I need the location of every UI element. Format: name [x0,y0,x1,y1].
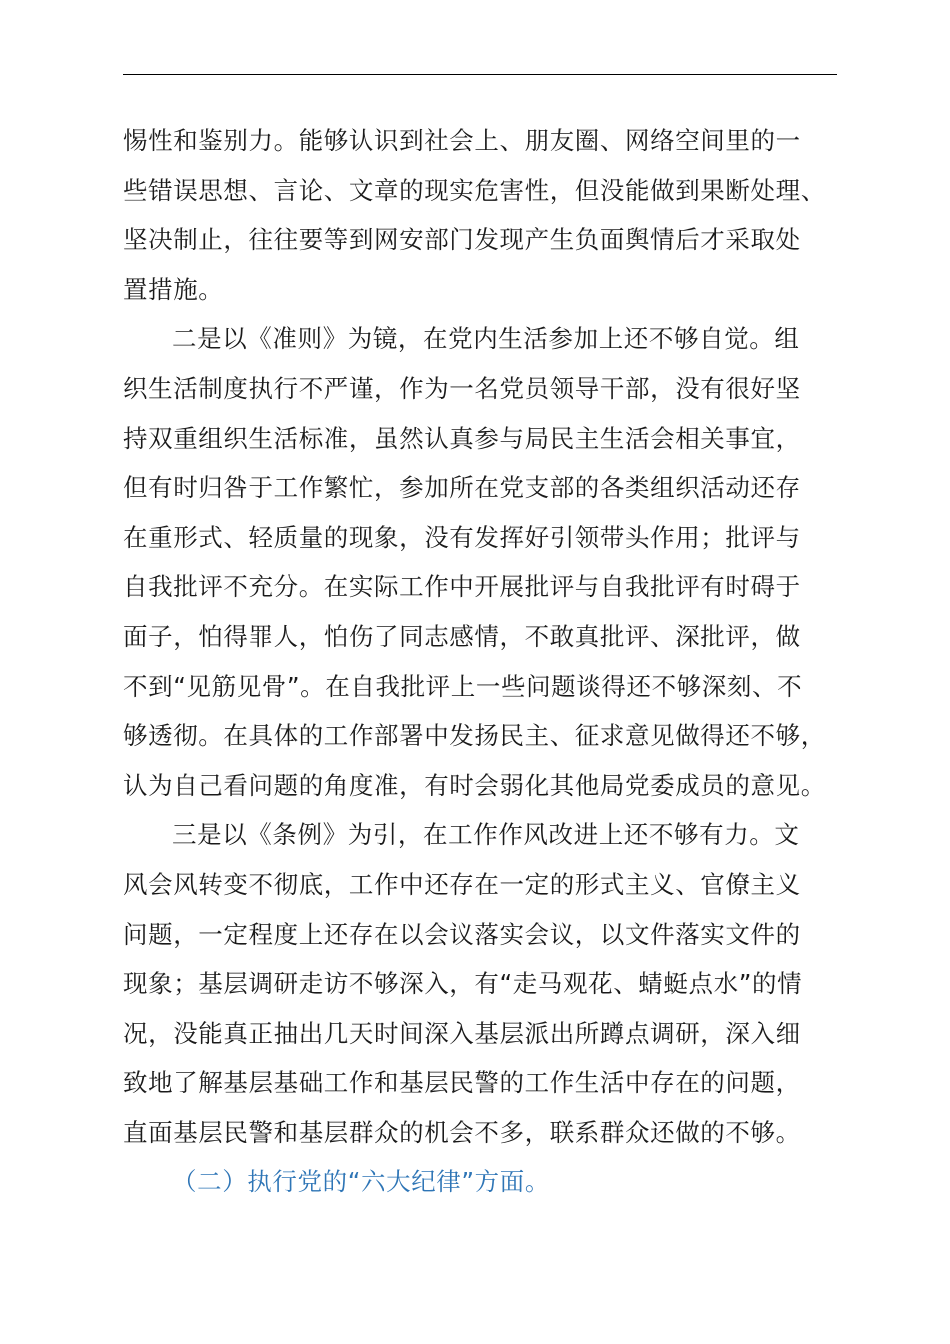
paragraph-regulations [123,810,858,1157]
text-line: 在重形式、轻质量的现象，没有发挥好引领带头作用；批评与 [123,522,801,552]
text-line: 持双重组织生活标准，虽然认真参与局民主生活会相关事宜， [123,423,801,453]
header-rule [123,74,837,75]
text-line: 坚决制止，往往要等到网安部门发现产生负面舆情后才采取处 [123,225,801,255]
text-line: 认为自己看问题的角度准，有时会弱化其他局党委成员的意见。 [123,770,826,800]
text-line-first: 二是以《准则》为镜，在党内生活参加上还不够自觉。组 [172,324,800,354]
text-line: 风会风转变不彻底，工作中还存在一定的形式主义、官僚主义 [123,869,801,899]
text-line: 惕性和鉴别力。能够认识到社会上、朋友圈、网络空间里的一 [123,126,801,155]
text-line: 自我批评不充分。在实际工作中开展批评与自我批评有时碍于 [123,572,801,602]
document-body [123,116,858,1207]
paragraph-standards [123,314,858,810]
paragraph-continuation [123,116,858,314]
text-line: 但有时归咎于工作繁忙，参加所在党支部的各类组织活动还存 [123,473,801,503]
text-line: 不到“见筋见骨”。在自我批评上一些问题谈得还不够深刻、不 [123,671,803,701]
text-line-first: 三是以《条例》为引，在工作作风改进上还不够有力。文 [172,820,800,850]
text-line: 织生活制度执行不严谨，作为一名党员领导干部，没有很好坚 [123,373,801,403]
text-line: 些错误思想、言论、文章的现实危害性，但没能做到果断处理、 [123,175,826,205]
text-line: 直面基层民警和基层群众的机会不多，联系群众还做的不够。 [123,1117,801,1147]
text-line: 够透彻。在具体的工作部署中发扬民主、征求意见做得还不够， [123,721,826,751]
section-heading-text: （二）执行党的“六大纪律”方面。 [172,1167,550,1197]
text-line: 现象；基层调研走访不够深入，有“走马观花、蜻蜓点水”的情 [123,969,803,999]
text-line: 问题，一定程度上还存在以会议落实会议，以文件落实文件的 [123,919,801,949]
section-heading [123,1157,858,1207]
text-line: 置措施。 [123,274,224,304]
text-line: 致地了解基层基础工作和基层民警的工作生活中存在的问题， [123,1068,801,1098]
text-line: 面子，怕得罪人，怕伤了同志感情，不敢真批评、深批评，做 [123,621,801,651]
text-line: 况，没能真正抽出几天时间深入基层派出所蹲点调研，深入细 [123,1018,801,1048]
